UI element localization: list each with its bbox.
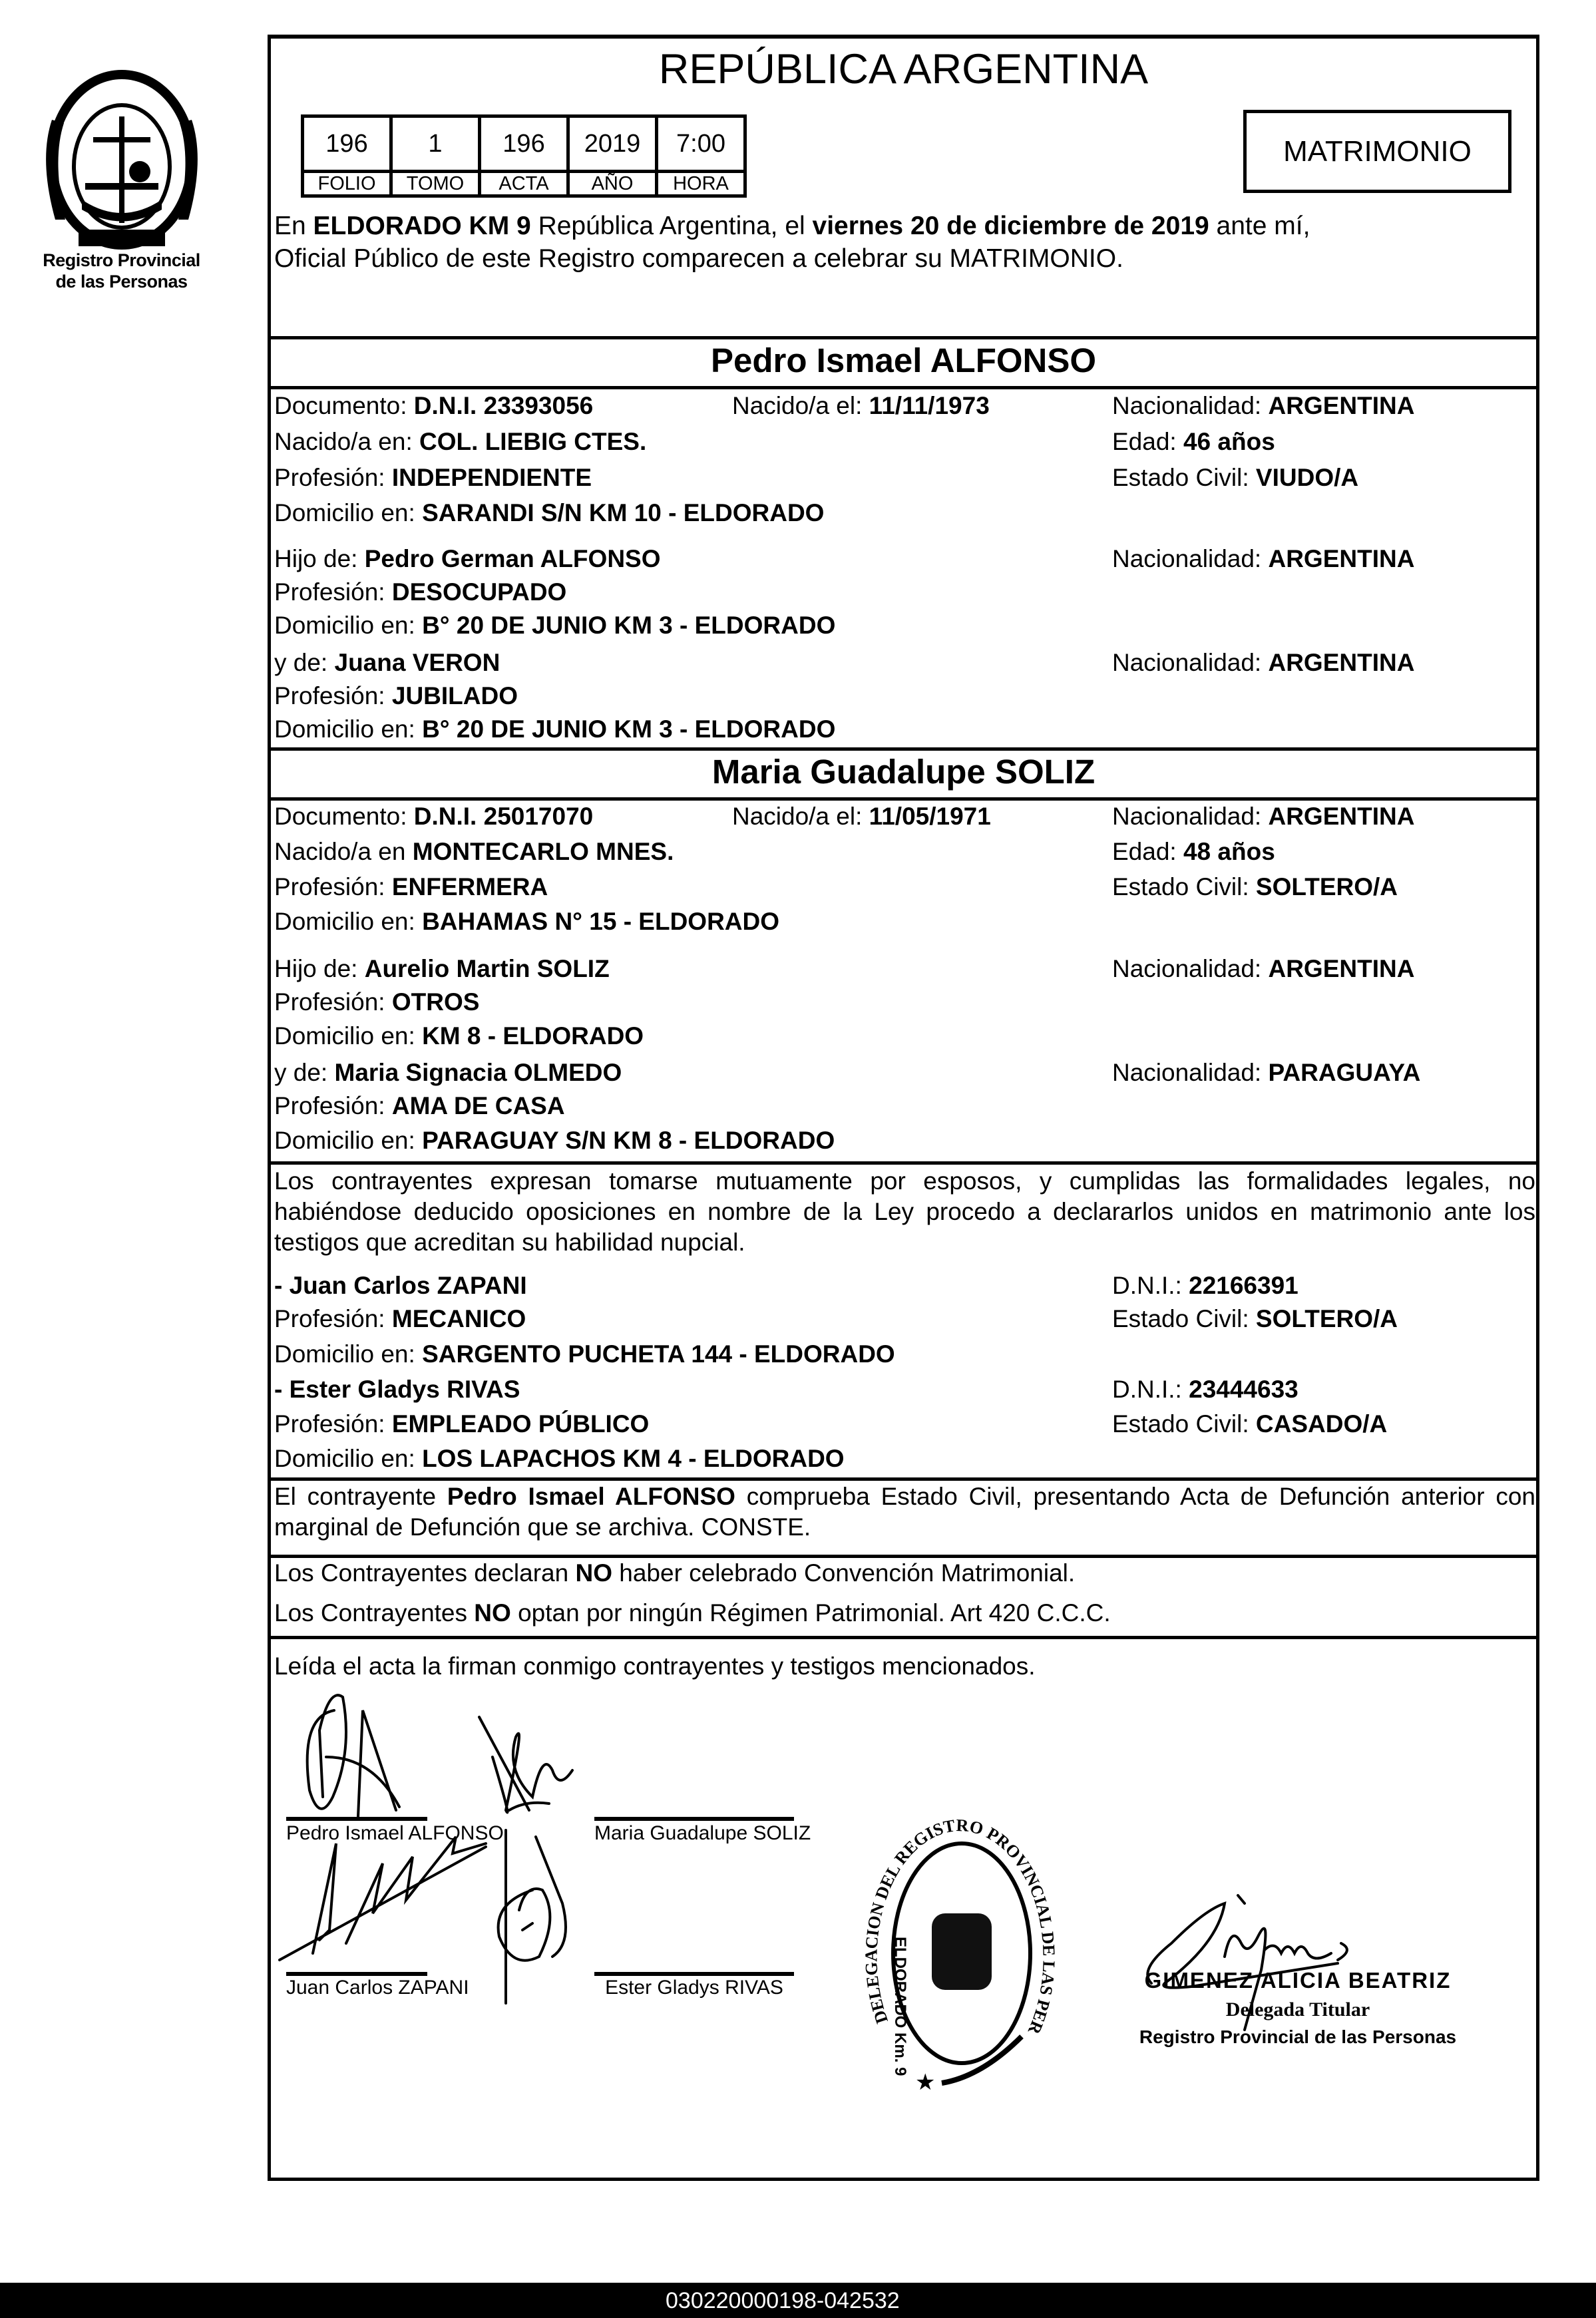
field-label: Domicilio en: (274, 612, 423, 639)
spouse1-mother (274, 648, 500, 677)
divider-convention (268, 1555, 1539, 1558)
field-label: Edad: (1112, 428, 1183, 455)
year-label: AÑO (568, 172, 657, 196)
field-label: y de: (274, 1059, 335, 1086)
field-label: Profesión: (274, 1305, 392, 1332)
spouse2-father (274, 954, 610, 984)
spouse1-birthplace (274, 427, 646, 457)
field-label: Nacido/a en (274, 838, 413, 865)
divider-declaration (268, 1161, 1539, 1165)
spouse1-father (274, 544, 661, 574)
spouse1-documento (274, 391, 593, 421)
field-value: ENFERMERA (391, 873, 548, 900)
divider-spouse1-name (268, 386, 1539, 389)
field-label: Profesión: (274, 1410, 392, 1438)
coat-of-arms-icon (39, 67, 205, 250)
field-label: D.N.I.: (1112, 1376, 1189, 1403)
tomo-value: 1 (391, 116, 480, 172)
civil-status-note (274, 1481, 1535, 1543)
spouse2-mother-nationality (1112, 1058, 1420, 1087)
divider-note (268, 1477, 1539, 1481)
field-value: MONTECARLO MNES. (412, 838, 674, 865)
spouse1-age (1112, 427, 1275, 457)
convention-line1 (274, 1559, 1075, 1588)
spouse1-father-profession (274, 578, 566, 607)
page-title: REPÚBLICA ARGENTINA (658, 46, 1149, 93)
intro-paragraph (274, 210, 1532, 275)
spouse1-mother-nationality (1112, 648, 1414, 677)
field-label: y de: (274, 649, 335, 676)
acta-value: 196 (480, 116, 568, 172)
hour-value: 7:00 (657, 116, 745, 172)
field-value: 11/11/1973 (869, 392, 990, 419)
field-label: Nacido/a en: (274, 428, 420, 455)
divider-header (268, 336, 1539, 339)
declaration-paragraph: Los contrayentes expresan tomarse mutuamente por esposos, y cumplidas las formalidades legales, no habiéndose deducido oposiciones en nombre de la Ley procedo a declararlos unidos en matrimonio ante los testigos que acreditan su habilidad nupcial. (274, 1167, 1535, 1256)
intro-text: ante mí, (1209, 212, 1310, 240)
official-name: GIMENEZ ALICIA BEATRIZ (1144, 1968, 1452, 1993)
registry-caption-line2: de las Personas (55, 272, 188, 291)
svg-text:DELEGACION DEL REGISTRO PROVIN (855, 1782, 1059, 2037)
field-value: SOLTERO/A (1255, 873, 1398, 900)
year-value: 2019 (568, 116, 657, 172)
signature-label-spouse1: Pedro Ismael ALFONSO (286, 1822, 504, 1844)
signature-label-witness2: Ester Gladys RIVAS (605, 1977, 783, 1999)
field-value: VIUDO/A (1255, 464, 1359, 491)
spouse1-mother-address (274, 715, 835, 744)
field-label: Documento: (274, 803, 414, 830)
official-title: Delegada Titular (1225, 1999, 1370, 2021)
convention-line2 (274, 1599, 1111, 1628)
field-value: OTROS (391, 988, 480, 1016)
field-label: Estado Civil: (1112, 464, 1256, 491)
spouse1-mother-profession (274, 681, 518, 711)
field-value: INDEPENDIENTE (391, 464, 592, 491)
tomo-label: TOMO (391, 172, 480, 196)
field-value: - Ester Gladys RIVAS (274, 1376, 520, 1403)
signature-line-spouse2 (594, 1817, 794, 1821)
field-value: 48 años (1183, 838, 1275, 865)
field-value: 11/05/1971 (869, 803, 991, 830)
field-value: CASADO/A (1255, 1410, 1388, 1438)
field-label: Profesión: (274, 682, 392, 709)
field-value: B° 20 DE JUNIO KM 3 - ELDORADO (422, 612, 836, 639)
registry-caption (27, 250, 216, 292)
stamp-inner-text: ELDORADO Km. 9 (891, 1937, 909, 2076)
witness1-profession (274, 1304, 526, 1334)
witness2-name (274, 1375, 520, 1404)
field-label: Domicilio en: (274, 1127, 423, 1154)
witness1-civil-status (1112, 1304, 1398, 1334)
stamp-seal-icon (855, 1782, 1062, 2110)
spouse1-name: Pedro Ismael ALFONSO (710, 341, 1097, 379)
spouse1-father-nationality (1112, 544, 1414, 574)
field-label: Domicilio en: (274, 1445, 423, 1472)
field-value: 46 años (1183, 428, 1275, 455)
field-label: Domicilio en: (274, 499, 423, 526)
field-label: Domicilio en: (274, 715, 423, 743)
field-value: - Juan Carlos ZAPANI (274, 1272, 527, 1299)
field-value: BAHAMAS N° 15 - ELDORADO (422, 908, 780, 935)
witness2-civil-status (1112, 1410, 1387, 1439)
field-value: COL. LIEBIG CTES. (419, 428, 647, 455)
spouse2-birthdate (732, 802, 991, 831)
field-label: Estado Civil: (1112, 1305, 1256, 1332)
field-value: ARGENTINA (1268, 955, 1415, 982)
divider-spouse2-name (268, 797, 1539, 801)
field-value: JUBILADO (391, 682, 518, 709)
field-value: DESOCUPADO (391, 578, 567, 606)
intro-line2: Oficial Público de este Registro comparecen a celebrar su MATRIMONIO. (274, 244, 1123, 273)
registry-caption-line1: Registro Provincial (43, 250, 200, 270)
field-value: Pedro German ALFONSO (364, 545, 661, 572)
field-label: Nacido/a el: (732, 392, 869, 419)
field-value: PARAGUAY S/N KM 8 - ELDORADO (422, 1127, 835, 1154)
field-value: ARGENTINA (1268, 803, 1415, 830)
field-value: D.N.I. 23393056 (413, 392, 594, 419)
spouse1-address (274, 498, 824, 528)
field-label: Domicilio en: (274, 1340, 423, 1368)
field-label: Profesión: (274, 1092, 392, 1119)
field-label: Nacionalidad: (1112, 392, 1269, 419)
spouse2-mother-profession (274, 1091, 565, 1121)
witness2-dni (1112, 1375, 1298, 1404)
note-text: El contrayente (274, 1483, 447, 1510)
field-label: Nacionalidad: (1112, 1059, 1269, 1086)
spouse2-age (1112, 837, 1275, 867)
field-value: ARGENTINA (1268, 545, 1415, 572)
field-value: AMA DE CASA (391, 1092, 565, 1119)
field-label: Profesión: (274, 873, 392, 900)
note-text: comprueba Estado Civil, presentando Acta de Defunción anterior con marginal de Defunción que se archiva. CONSTE. (274, 1483, 1535, 1541)
field-value: D.N.I. 25017070 (413, 803, 594, 830)
field-value: ARGENTINA (1268, 649, 1415, 676)
field-label: Profesión: (274, 578, 392, 606)
field-label: Nacionalidad: (1112, 803, 1269, 830)
spouse2-civil-status (1112, 872, 1398, 902)
signature-label-witness1: Juan Carlos ZAPANI (286, 1977, 469, 1999)
folio-table (301, 114, 747, 198)
field-value: PARAGUAYA (1268, 1059, 1421, 1086)
spouse2-name: Maria Guadalupe SOLIZ (711, 753, 1096, 791)
field-label: Nacionalidad: (1112, 955, 1269, 982)
spouse2-profession (274, 872, 548, 902)
spouse2-documento (274, 802, 593, 831)
spouse2-mother-address (274, 1126, 835, 1155)
field-label: Domicilio en: (274, 908, 423, 935)
field-label: Edad: (1112, 838, 1183, 865)
spouse2-nationality (1112, 802, 1414, 831)
acta-label: ACTA (480, 172, 568, 196)
spouse1-civil-status (1112, 463, 1358, 492)
witness1-dni (1112, 1271, 1298, 1300)
convention-no: NO (575, 1559, 612, 1587)
spouse1-father-address (274, 611, 835, 640)
convention-text: Los Contrayentes (274, 1599, 475, 1627)
ceremony-date: viernes 20 de diciembre de 2019 (812, 212, 1209, 240)
field-value: MECANICO (391, 1305, 526, 1332)
stamp-star-icon: ★ (915, 2070, 936, 2095)
spouse1-profession (274, 463, 592, 492)
witness2-address (274, 1444, 845, 1473)
field-label: Profesión: (274, 988, 392, 1016)
field-value: B° 20 DE JUNIO KM 3 - ELDORADO (422, 715, 836, 743)
spouse2-mother (274, 1058, 622, 1087)
field-label: Hijo de: (274, 545, 365, 572)
official-office: Registro Provincial de las Personas (1139, 2027, 1457, 2047)
field-value: ARGENTINA (1268, 392, 1415, 419)
closing-statement: Leída el acta la firman conmigo contrayentes y testigos mencionados. (274, 1652, 1036, 1680)
witness2-profession (274, 1410, 649, 1439)
signature-line-witness1 (286, 1972, 427, 1976)
field-value: SARANDI S/N KM 10 - ELDORADO (422, 499, 825, 526)
stamp-ring-text: DELEGACION DEL REGISTRO PROVINCIAL DE LAS PERSONAS (855, 1782, 1059, 2037)
field-label: Estado Civil: (1112, 873, 1256, 900)
convention-text: Los Contrayentes declaran (274, 1559, 576, 1587)
convention-no: NO (474, 1599, 511, 1627)
field-value: SOLTERO/A (1255, 1305, 1398, 1332)
field-label: Nacionalidad: (1112, 545, 1269, 572)
field-value: Maria Signacia OLMEDO (334, 1059, 622, 1086)
signature-line-witness2 (594, 1972, 794, 1976)
ceremony-place: ELDORADO KM 9 (313, 212, 531, 240)
spouse2-father-nationality (1112, 954, 1414, 984)
field-label: Nacionalidad: (1112, 649, 1269, 676)
official-signature (1131, 1883, 1424, 2017)
field-value: 23444633 (1189, 1376, 1298, 1403)
hour-label: HORA (657, 172, 745, 196)
convention-text: optan por ningún Régimen Patrimonial. Art 420 C.C.C. (510, 1599, 1111, 1627)
spouse2-address (274, 907, 779, 936)
witness1-address (274, 1340, 895, 1369)
divider-spouse2-start (268, 747, 1539, 751)
intro-text: En (274, 212, 313, 240)
note-spouse-name: Pedro Ismael ALFONSO (447, 1483, 735, 1510)
intro-text: República Argentina, el (530, 212, 813, 240)
witness1-name (274, 1271, 527, 1300)
field-value: LOS LAPACHOS KM 4 - ELDORADO (422, 1445, 845, 1472)
registry-stamp (855, 1782, 1062, 2110)
field-value: 22166391 (1189, 1272, 1298, 1299)
field-label: Estado Civil: (1112, 1410, 1256, 1438)
field-label: Profesión: (274, 464, 392, 491)
divider-closing (268, 1636, 1539, 1639)
field-value: Aurelio Martin SOLIZ (364, 955, 610, 982)
field-label: Hijo de: (274, 955, 365, 982)
field-label: Documento: (274, 392, 414, 419)
field-value: KM 8 - ELDORADO (422, 1022, 644, 1050)
folio-value: 196 (303, 116, 391, 172)
spouse1-nationality (1112, 391, 1414, 421)
spouse2-birthplace (274, 837, 674, 867)
convention-text: haber celebrado Convención Matrimonial. (612, 1559, 1076, 1587)
field-label: D.N.I.: (1112, 1272, 1189, 1299)
field-value: EMPLEADO PÚBLICO (391, 1410, 650, 1438)
misiones-province-seal (39, 67, 205, 250)
signature-line-spouse1 (286, 1817, 427, 1821)
spouse1-birthdate (732, 391, 990, 421)
document-barcode-number: 030220000198-042532 (666, 2288, 900, 2313)
spouse2-father-address (274, 1022, 644, 1051)
field-value: Juana VERON (334, 649, 500, 676)
field-label: Nacido/a el: (732, 803, 869, 830)
field-label: Domicilio en: (274, 1022, 423, 1050)
record-type-badge: MATRIMONIO (1243, 110, 1511, 193)
signature-label-spouse2: Maria Guadalupe SOLIZ (594, 1822, 811, 1844)
folio-label: FOLIO (303, 172, 391, 196)
field-value: SARGENTO PUCHETA 144 - ELDORADO (422, 1340, 895, 1368)
spouse2-father-profession (274, 988, 479, 1017)
